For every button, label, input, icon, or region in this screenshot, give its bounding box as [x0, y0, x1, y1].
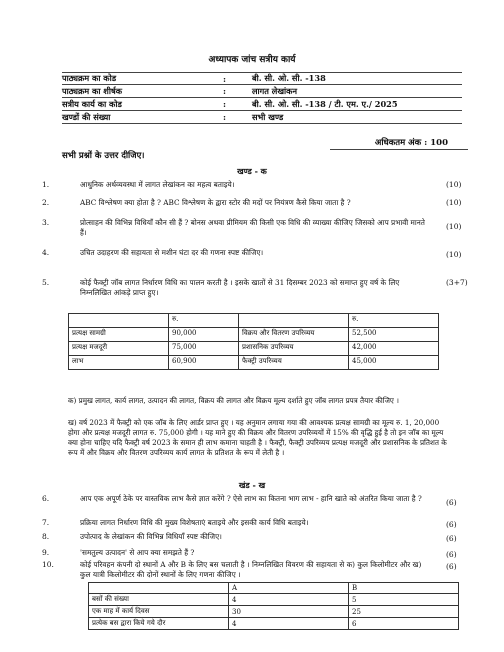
- table-cell: 52,500: [349, 328, 439, 342]
- info-colon: :: [222, 112, 227, 122]
- course-info-table: [62, 72, 462, 124]
- section-b-heading: खंड - ख: [238, 480, 266, 490]
- question-number: 2.: [42, 198, 50, 207]
- info-label: पाठ्यक्रम का कोड: [62, 73, 117, 83]
- question-marks: (10): [446, 250, 462, 259]
- table-cell: विक्रय और वितरण उपरिव्यय: [239, 328, 349, 342]
- bus-data-table: [88, 582, 459, 630]
- question-number: 9.: [42, 548, 50, 557]
- question-marks: (6): [446, 498, 457, 507]
- table-cell: प्रत्येक बस द्वारा किये गये दौर: [89, 618, 229, 630]
- question-number: 7.: [42, 518, 50, 527]
- question-text: प्रक्रिया लागत निर्धारण विधि की मुख्य विशेषताएं बताइये और इसकी कार्य विधि बताइये।: [80, 518, 309, 527]
- table-cell: [89, 583, 229, 594]
- table-cell: रु.: [349, 314, 439, 328]
- table-cell: [239, 314, 349, 328]
- question-text: उपोत्पाद के लेखांकन की विभिन्न विधियाँ स्पष्ट कीजिए।: [80, 532, 222, 541]
- question-text: प्रोत्साहन की विभिन्न विधियाँ कौन सी हैं ? बोनस अथवा प्रीमियम की किसी एक विधि की व्याख्या कीजिए जिसको आप प्रभावी मानते हैं।: [80, 218, 425, 237]
- question-marks: (3+7): [446, 278, 468, 287]
- question-marks: (10): [446, 198, 462, 207]
- table-cell: एक माह में कार्य दिवस: [89, 606, 229, 618]
- instructions: सभी प्रश्नों के उत्तर दीजिए।: [62, 151, 145, 161]
- info-row-blocks: [62, 111, 462, 124]
- table-cell: प्रत्यक्ष मजदूरी: [69, 342, 169, 356]
- table-row: [69, 328, 439, 342]
- table-row: [69, 342, 439, 356]
- question-marks: (6): [446, 550, 457, 559]
- table-cell: A: [229, 583, 349, 594]
- question-number: 4.: [42, 248, 50, 257]
- question-part-a: क) प्रमुख लागत, कार्य लागत, उत्पादन की लागत, विक्रय की लागत और विक्रय मूल्य दर्शाते हुए जॉब लागत प्रपत्र तैयार कीजिए ।: [68, 396, 399, 405]
- question-number: 1.: [42, 180, 50, 189]
- question-text: उचित उदाहरण की सहायता से मशीन घंटा दर की गणना स्पष्ट कीजिए।: [80, 248, 264, 257]
- table-cell: फैक्ट्री उपरिव्यय: [239, 356, 349, 370]
- question-marks: (10): [446, 222, 462, 231]
- question-text: 'समतुल्य उत्पादन' से आप क्या समझते हैं ?: [80, 548, 195, 557]
- info-row-course-title: [62, 85, 462, 98]
- info-label: खण्डों की संख्या: [62, 111, 111, 122]
- question-marks: (6): [446, 534, 457, 543]
- table-cell: 90,000: [169, 328, 239, 342]
- table-cell: 60,900: [169, 356, 239, 370]
- table-row: [89, 594, 459, 606]
- table-header-row: [69, 314, 439, 328]
- table-cell: [69, 314, 169, 328]
- page-title: अध्यापक जांच सत्रीय कार्य: [208, 55, 296, 65]
- table-cell: 30: [229, 606, 349, 618]
- table-cell: 5: [349, 594, 459, 606]
- info-value: बी. सी. ओ. सी. -138: [252, 73, 326, 83]
- question-marks: (6): [446, 520, 457, 529]
- question-number: 10.: [42, 560, 54, 569]
- table-cell: प्रत्यक्ष सामग्री: [69, 328, 169, 342]
- question-text: ABC विश्लेषण क्या होता है ? ABC विश्लेषण के द्वारा स्टोर की मदों पर नियंत्रण कैसे किया जाता है ?: [80, 198, 351, 207]
- info-row-course-code: [62, 72, 462, 85]
- table-row: [89, 606, 459, 618]
- info-value: सभी खण्ड: [252, 111, 284, 122]
- question-marks: (6): [446, 562, 457, 571]
- info-value: लागत लेखांकन: [252, 85, 297, 96]
- table-cell: 75,000: [169, 342, 239, 356]
- info-label: पाठ्यक्रम का शीर्षक: [62, 85, 123, 96]
- question-marks: (10): [446, 180, 462, 189]
- question-number: 6.: [42, 494, 50, 503]
- table-cell: 42,000: [349, 342, 439, 356]
- table-cell: 25: [349, 606, 459, 618]
- table-row: [69, 356, 439, 370]
- table-cell: बसों की संख्या: [89, 594, 229, 606]
- table-cell: लाभ: [69, 356, 169, 370]
- info-colon: :: [222, 86, 227, 96]
- table-cell: रु.: [169, 314, 239, 328]
- info-colon: :: [222, 99, 227, 109]
- table-header-row: [89, 583, 459, 594]
- table-cell: 45,000: [349, 356, 439, 370]
- job-cost-data-table: [68, 313, 439, 370]
- question-number: 3.: [42, 218, 50, 227]
- question-part-b: ख) वर्ष 2023 में फैक्ट्री को एक जॉब के लिए आर्डर प्राप्त हुए । यह अनुमान लगाया गया की आवश्यक प्रत्यक्ष सामग्री का मूल्य रु. 1, 20,000 होगा और प्रत्यक्ष मजदूरी लागत रु. 75,000 होगी । यह माने हुए की विक्रय और वितरण उपरिव्ययों में 15% की वृद्धि हुई है तो इन जॉब का मूल्य क्या होना चाहिए यदि फैक्ट्री वर्ष 2023 के समान ही लाभ कमाना चाहती है । फैक्ट्री, फैक्ट्री उपरिव्यय प्रत्यक्ष मजदूरी और प्रशासनिक के प्रतिशत के रूप में और विक्रय और वितरण उपरिव्यय कार्य लागत के प्रतिशत के रूप में लेती है ।: [68, 418, 447, 457]
- question-text: आप एक अपूर्ण ठेके पर वास्तविक लाभ कैसे ज्ञात करेंगे ? ऐसे लाभ का कितना भाग लाभ - हानि खाते को अंतरित किया जाता है ?: [80, 494, 422, 503]
- info-value: बी. सी. ओ. सी. -138 / टी. एम. ए./ 2025: [252, 98, 398, 109]
- question-number: 5.: [42, 278, 50, 287]
- question-text: आधुनिक अर्थव्यवस्था में लागत लेखांकन का महत्व बताइये।: [80, 180, 235, 189]
- question-text: कोई फैक्ट्री जॉब लागत निर्धारण विधि का पालन करती है । इसके खातों से 31 दिसम्बर 2023 को समाप्त हुए वर्ष के लिए निम्नलिखित आंकड़े प्राप्त हुए।: [80, 278, 400, 297]
- info-label: सत्रीय कार्य का कोड: [62, 98, 122, 109]
- max-marks: अधिकतम अंक : 100: [330, 137, 468, 150]
- table-cell: B: [349, 583, 459, 594]
- table-cell: प्रशासनिक उपरिव्यय: [239, 342, 349, 356]
- table-row: [89, 618, 459, 630]
- table-cell: 4: [229, 618, 349, 630]
- section-a-heading: खण्ड - क: [237, 166, 267, 176]
- question-number: 8.: [42, 532, 50, 541]
- table-cell: 6: [349, 618, 459, 630]
- info-colon: :: [222, 73, 227, 84]
- info-row-assignment-code: [62, 98, 462, 111]
- table-cell: 4: [229, 594, 349, 606]
- question-text: कोई परिवहन कंपनी दो स्थानों A और B के लिए बस चलाती है । निम्नलिखित विवरण की सहायता से क) कुल किलोमीटर और ख) कुल यात्री किलोमीटर की दोनों स्थानों के लिए गणना कीजिए ।: [80, 560, 422, 579]
